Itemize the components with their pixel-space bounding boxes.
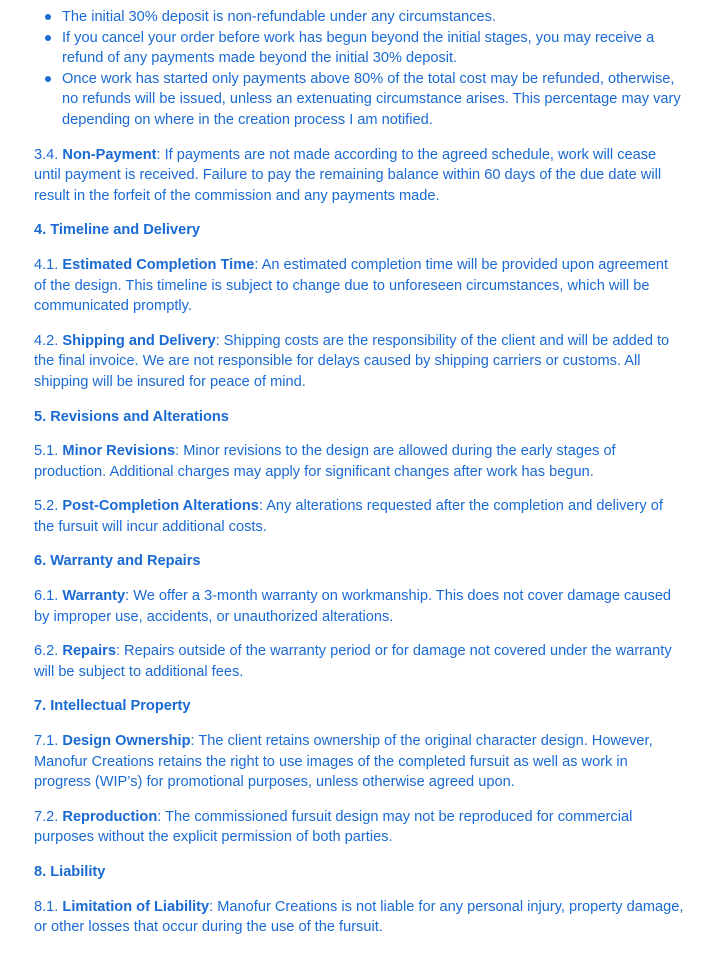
- clause-text: : Repairs outside of the warranty period or for damage not covered under the warranty will be subject to additional fees.: [34, 643, 672, 680]
- section-heading-5: 5. Revisions and Alterations: [34, 408, 229, 425]
- clause-text: : The commissioned fursuit design may not be reproduced for commercial purposes without the explicit permission of both parties.: [34, 808, 633, 846]
- clause-term: Reproduction: [62, 808, 158, 825]
- clause-term: Design Ownership: [62, 733, 191, 750]
- clause-number: 3.4.: [34, 146, 63, 163]
- list-item: Once work has started only payments above 80% of the total cost may be refunded, otherwise, no refunds will be issued, unless an extenuating circumstance arises. This percentage may vary depending on where in the creation process I am notified.: [62, 69, 684, 131]
- clause-5-2: [34, 496, 684, 537]
- section-heading-6: 6. Warranty and Repairs: [34, 553, 201, 570]
- clause-number: 5.2.: [34, 498, 63, 515]
- clause-number: 4.1.: [34, 256, 63, 273]
- section-heading-7: 7. Intellectual Property: [34, 698, 191, 715]
- clause-7-2: [34, 807, 684, 848]
- clause-3-4: [34, 145, 684, 207]
- clause-number: 6.2.: [34, 643, 63, 660]
- clause-6-1: [34, 586, 684, 627]
- clause-6-2: [34, 641, 684, 682]
- clause-number: 7.1.: [34, 733, 63, 750]
- clause-text: : An estimated completion time will be provided upon agreement of the design. This timeline is subject to change due to unforeseen circumstances, which will be communicated promptly.: [34, 256, 669, 315]
- clause-text: : Shipping costs are the responsibility of the client and will be added to the final invoice. We are not responsible for delays caused by shipping carriers or customs. All shipping will be insured for peace of mind.: [34, 332, 670, 390]
- clause-text: : Minor revisions to the design are allowed during the early stages of production. Additional charges may apply for significant changes after work has begun.: [34, 443, 616, 480]
- clause-4-2: [34, 331, 684, 393]
- clause-text: : If payments are not made according to the agreed schedule, work will cease until payment is received. Failure to pay the remaining balance within 60 days of the due date will result in the forfeit of the commission and any payments made.: [34, 146, 662, 204]
- section-heading-8: 8. Liability: [34, 864, 106, 880]
- clause-4-1: [34, 255, 684, 317]
- clause-term: Non-Payment: [62, 146, 157, 163]
- clause-number: 4.2.: [34, 332, 63, 349]
- clause-number: 8.1.: [34, 898, 63, 915]
- clause-term: Minor Revisions: [62, 443, 176, 460]
- clause-term: Warranty: [62, 588, 126, 605]
- clause-number: 5.1.: [34, 443, 63, 460]
- clause-term: Post-Completion Alterations: [62, 498, 259, 515]
- clause-text: : Any alterations requested after the completion and delivery of the fursuit will incur additional costs.: [34, 498, 663, 535]
- clause-text: : We offer a 3-month warranty on workmanship. This does not cover damage caused by improper use, accidents, or unauthorized alterations.: [34, 588, 672, 625]
- clause-term: Limitation of Liability: [62, 898, 210, 915]
- clause-8-1: [34, 897, 684, 938]
- refund-bullet-list: [34, 7, 684, 131]
- section-heading-4: 4. Timeline and Delivery: [34, 222, 201, 239]
- list-item: The initial 30% deposit is non-refundable under any circumstances.: [62, 7, 684, 28]
- clause-7-1: [34, 731, 684, 793]
- clause-term: Shipping and Delivery: [62, 332, 216, 349]
- clause-number: 7.2.: [34, 808, 63, 825]
- clause-term: Estimated Completion Time: [62, 256, 255, 273]
- list-item: If you cancel your order before work has begun beyond the initial stages, you may receive a refund of any payments made beyond the initial 30% deposit.: [62, 28, 684, 69]
- clause-text: : Manofur Creations is not liable for any personal injury, property damage, or other losses that occur during the use of the fursuit.: [34, 898, 684, 936]
- clause-5-1: [34, 441, 684, 482]
- clause-term: Repairs: [62, 643, 116, 660]
- clause-number: 6.1.: [34, 588, 63, 605]
- clause-text: : The client retains ownership of the original character design. However, Manofur Creations retains the right to use images of the completed fursuit as well as work in progress (WIP’s) for promotional purposes, unless otherwise agreed upon.: [34, 733, 653, 791]
